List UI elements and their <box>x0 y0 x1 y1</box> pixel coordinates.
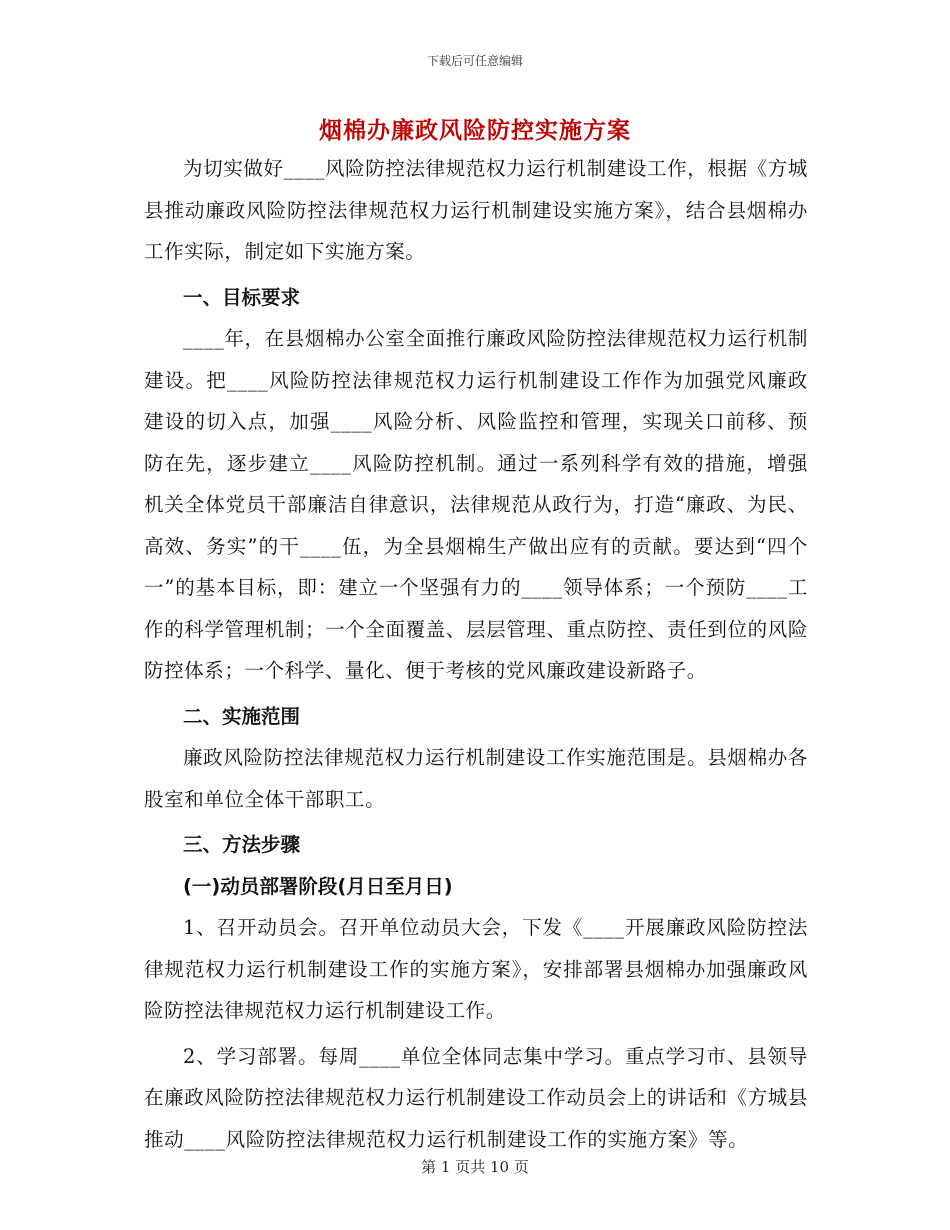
section-heading-steps: 三、方法步骤 <box>183 833 301 856</box>
step-1-paragraph: 1、召开动员会。召开单位动员大会，下发《____开展廉政风险防控法律规范权力运行机制建设工作的实施方案》，安排部署县烟棉办加强廉政风险防控法律规范权力运行机制建设工作。 <box>144 916 808 1022</box>
goals-paragraph: ____年，在县烟棉办公室全面推行廉政风险防控法律规范权力运行机制建设。把____风险防控法律规范权力运行机制建设工作作为加强党风廉政建设的切入点，加强____风险分析、风险监控和管理，实现关口前移、预防在先，逐步建立____风险防控机制。通过一系列科学有效的措施，增强机关全体党员干部廉洁自律意识，法律规范从政行为，打造“廉政、为民、高效、务实”的干____伍，为全县烟棉生产做出应有的贡献。要达到“四个一”的基本目标，即：建立一个坚强有力的____领导体系；一个预防____工作的科学管理机制；一个全面覆盖、层层管理、重点防控、责任到位的风险防控体系；一个科学、量化、便于考核的党风廉政建设新路子。 <box>144 327 808 682</box>
section-heading-scope: 二、实施范围 <box>183 704 301 728</box>
intro-paragraph: 为切实做好____风险防控法律规范权力运行机制建设工作，根据《方城县推动廉政风险防控法律规范权力运行机制建设实施方案》，结合县烟棉办工作实际，制定如下实施方案。 <box>144 157 808 263</box>
section-heading-goals: 一、目标要求 <box>183 285 301 309</box>
page-footer: 第 1 页共 10 页 <box>421 1158 529 1176</box>
page-header: 下载后可任意编辑 <box>426 54 523 68</box>
document-title: 烟棉办廉政风险防控实施方案 <box>319 118 631 144</box>
subsection-heading-mobilization: (一)动员部署阶段(月日至月日) <box>183 874 453 898</box>
scope-paragraph: 廉政风险防控法律规范权力运行机制建设工作实施范围是。县烟棉办各股室和单位全体干部职工。 <box>144 746 808 811</box>
document-body <box>144 148 808 1160</box>
step-2-paragraph: 2、学习部署。每周____单位全体同志集中学习。重点学习市、县领导在廉政风险防控法律规范权力运行机制建设工作动员会上的讲话和《方城县推动____风险防控法律规范权力运行机制建设工作的实施方案》等。 <box>144 1044 808 1151</box>
